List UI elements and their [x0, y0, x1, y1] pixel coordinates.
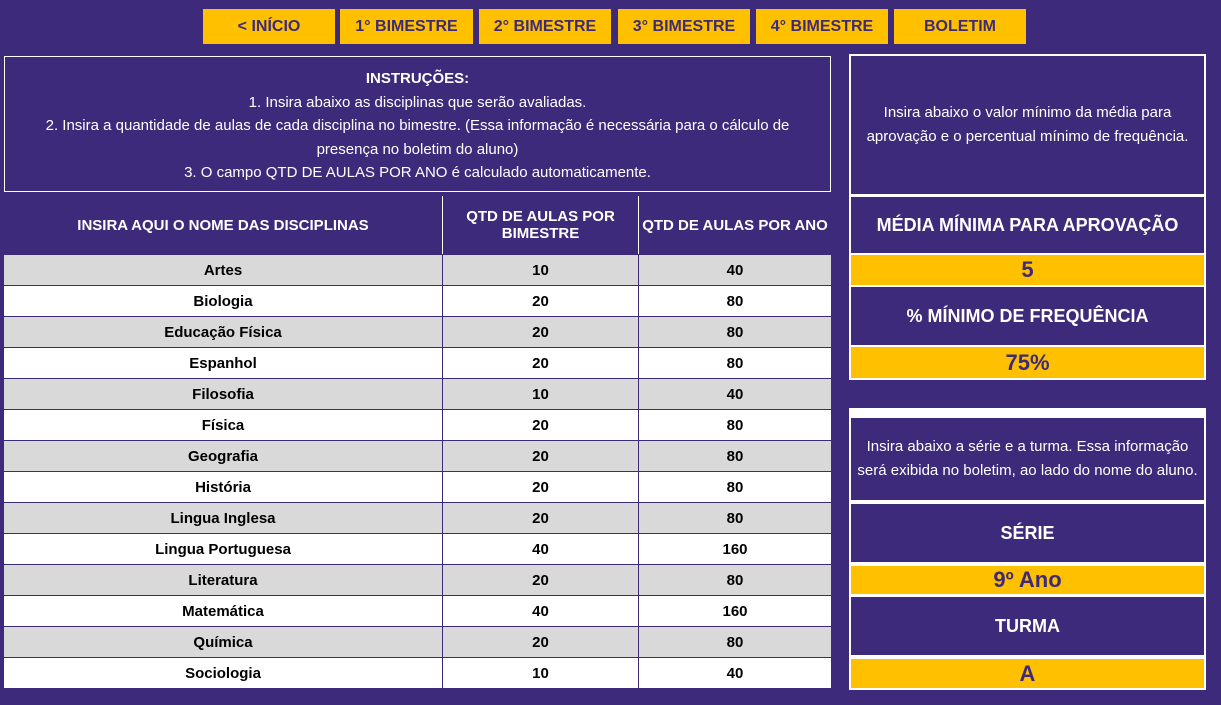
header-aulas-ano: QTD DE AULAS POR ANO: [639, 196, 831, 254]
year-count-cell: 40: [726, 385, 744, 403]
discipline-name-cell[interactable]: Literatura: [4, 565, 443, 595]
turma-label: TURMA: [851, 597, 1204, 655]
table-row: [4, 410, 831, 441]
header-aulas-bimestre: QTD DE AULAS POR BIMESTRE: [443, 196, 639, 254]
year-count-cell: 40: [726, 261, 744, 279]
year-count-cell: 160: [722, 602, 748, 620]
discipline-name-cell[interactable]: Educação Física: [4, 317, 443, 347]
discipline-name-cell[interactable]: Espanhol: [4, 348, 443, 378]
bimestre-count-cell[interactable]: 40: [443, 596, 639, 626]
discipline-name-cell[interactable]: Sociologia: [4, 658, 443, 688]
instructions-line-2a: 2. Insira a quantidade de aulas de cada disciplina no bimestre. (Essa informação é necessária para o cálculo de: [45, 117, 790, 134]
discipline-name-cell[interactable]: Física: [4, 410, 443, 440]
instructions-box: [4, 56, 831, 192]
year-count-cell: 80: [726, 478, 744, 496]
discipline-name-cell[interactable]: Matemática: [4, 596, 443, 626]
table-row: [4, 658, 831, 688]
bimestre-count-cell[interactable]: 20: [443, 565, 639, 595]
approval-note: Insira abaixo o valor mínimo da média para aprovação e o percentual mínimo de frequência.: [851, 56, 1204, 194]
instructions-title: INSTRUÇÕES:: [365, 70, 470, 87]
nav-button-bimestre-1[interactable]: 1° BIMESTRE: [340, 9, 473, 44]
bimestre-count-cell[interactable]: 20: [443, 503, 639, 533]
year-count-cell: 80: [726, 571, 744, 589]
table-row: [4, 503, 831, 534]
class-info-note: Insira abaixo a série e a turma. Essa informação será exibida no boletim, ao lado do nome do aluno.: [851, 418, 1204, 500]
bimestre-count-cell[interactable]: 20: [443, 317, 639, 347]
year-count-cell: 80: [726, 416, 744, 434]
frequencia-minima-label: % MÍNIMO DE FREQUÊNCIA: [851, 287, 1204, 345]
nav-button-boletim[interactable]: BOLETIM: [894, 9, 1026, 44]
bimestre-count-cell[interactable]: 20: [443, 348, 639, 378]
discipline-name-cell[interactable]: Artes: [4, 255, 443, 285]
table-row: [4, 286, 831, 317]
table-row: [4, 472, 831, 503]
discipline-name-cell[interactable]: Química: [4, 627, 443, 657]
nav-button-bimestre-3[interactable]: 3° BIMESTRE: [618, 9, 750, 44]
table-row: [4, 379, 831, 410]
media-minima-value[interactable]: 5: [851, 255, 1204, 285]
year-count-cell: 160: [722, 540, 748, 558]
frequencia-minima-value[interactable]: 75%: [851, 347, 1204, 378]
header-disciplinas: INSIRA AQUI O NOME DAS DISCIPLINAS: [4, 196, 443, 254]
year-count-cell: 80: [726, 323, 744, 341]
nav-button-inicio[interactable]: < INÍCIO: [203, 9, 335, 44]
bimestre-count-cell[interactable]: 40: [443, 534, 639, 564]
bimestre-count-cell[interactable]: 10: [443, 379, 639, 409]
instructions-line-3: 3. O campo QTD DE AULAS POR ANO é calculado automaticamente.: [184, 164, 651, 181]
class-info-panel: [849, 408, 1206, 690]
bimestre-count-cell[interactable]: 20: [443, 410, 639, 440]
instructions-line-2b: presença no boletim do aluno): [316, 140, 519, 158]
year-count-cell: 80: [726, 509, 744, 527]
serie-value[interactable]: 9º Ano: [851, 566, 1204, 594]
discipline-name-cell[interactable]: Lingua Portuguesa: [4, 534, 443, 564]
serie-label: SÉRIE: [851, 504, 1204, 562]
table-row: [4, 255, 831, 286]
nav-button-bimestre-2[interactable]: 2° BIMESTRE: [479, 9, 611, 44]
discipline-name-cell[interactable]: Biologia: [4, 286, 443, 316]
year-count-cell: 80: [726, 447, 744, 465]
bimestre-count-cell[interactable]: 20: [443, 472, 639, 502]
approval-panel: [849, 54, 1206, 380]
nav-button-bimestre-4[interactable]: 4° BIMESTRE: [756, 9, 888, 44]
table-row: [4, 348, 831, 379]
discipline-name-cell[interactable]: Geografia: [4, 441, 443, 471]
table-row: [4, 596, 831, 627]
media-minima-label: MÉDIA MÍNIMA PARA APROVAÇÃO: [851, 197, 1204, 253]
instructions-line-1: 1. Insira abaixo as disciplinas que serão avaliadas.: [248, 93, 587, 111]
turma-value[interactable]: A: [851, 659, 1204, 688]
table-row: [4, 565, 831, 596]
year-count-cell: 80: [726, 292, 744, 310]
bimestre-count-cell[interactable]: 20: [443, 627, 639, 657]
discipline-name-cell[interactable]: Lingua Inglesa: [4, 503, 443, 533]
table-row: [4, 627, 831, 658]
bimestre-count-cell[interactable]: 20: [443, 441, 639, 471]
table-row: [4, 534, 831, 565]
bimestre-count-cell[interactable]: 10: [443, 658, 639, 688]
year-count-cell: 80: [726, 633, 744, 651]
discipline-name-cell[interactable]: História: [4, 472, 443, 502]
table-row: [4, 317, 831, 348]
bimestre-count-cell[interactable]: 10: [443, 255, 639, 285]
year-count-cell: 40: [726, 664, 744, 682]
table-row: [4, 441, 831, 472]
bimestre-count-cell[interactable]: 20: [443, 286, 639, 316]
discipline-name-cell[interactable]: Filosofia: [4, 379, 443, 409]
year-count-cell: 80: [726, 354, 744, 372]
